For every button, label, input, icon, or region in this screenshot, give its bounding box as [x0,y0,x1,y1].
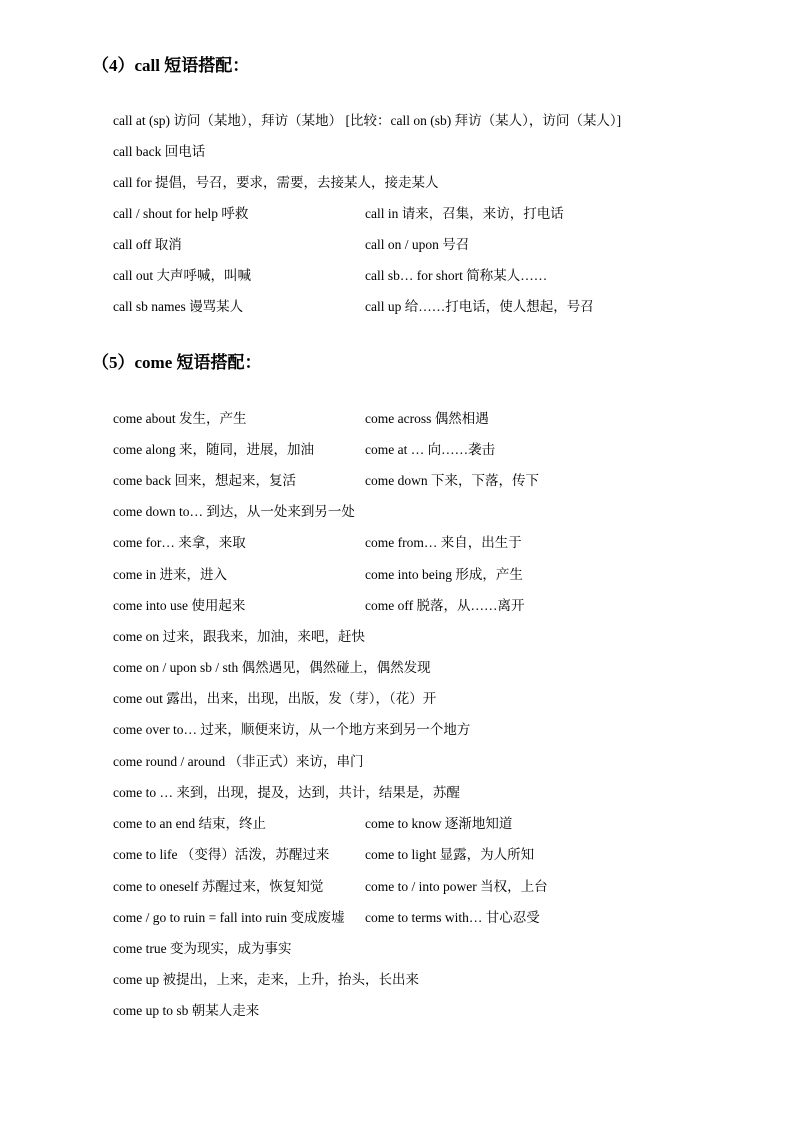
phrase-left: call out 大声呼喊，叫喊 [113,268,251,283]
phrase-left: come in 进来，进入 [113,567,227,582]
phrase-left: come back 回来，想起来，复活 [113,473,296,488]
phrase-right: come to terms with… 甘心忍受 [365,910,540,925]
phrase-left: come to oneself 苏醒过来，恢复知觉 [113,879,324,894]
phrase-line: come true 变为现实，成为事实 [113,941,292,956]
section-heading-call: （4）call 短语搭配： [92,56,250,75]
phrase-line: come on / upon sb / sth 偶然遇见，偶然碰上，偶然发现 [113,660,431,675]
phrase-right: come to know 逐渐地知道 [365,816,513,831]
phrase-right: call on / upon 号召 [365,237,470,252]
phrase-left: come to an end 结束，终止 [113,816,266,831]
phrase-right: call sb… for short 简称某人…… [365,268,548,283]
phrase-right: come to / into power 当权，上台 [365,879,548,894]
phrase-right: call in 请来，召集，来访，打电话 [365,206,564,221]
phrase-line: call back 回电话 [113,144,206,159]
phrase-left: come along 来，随同，进展，加油 [113,442,314,457]
phrase-line: come on 过来，跟我来，加油，来吧，赶快 [113,629,365,644]
phrase-right: come off 脱落，从……离开 [365,598,525,613]
phrase-line: come out 露出，出来，出现，出版，发（芽），（花）开 [113,691,437,706]
section-heading-come: （5）come 短语搭配： [92,353,262,372]
phrase-left: call sb names 谩骂某人 [113,299,244,314]
phrase-line: come up to sb 朝某人走来 [113,1003,260,1018]
phrase-line: come up 被提出，上来，走来，上升，抬头，长出来 [113,972,419,987]
phrase-left: call off 取消 [113,237,182,252]
phrase-line: call at (sp) 访问（某地），拜访（某地） [比较：call on (sb) 拜访（某人），访问（某人）] [113,113,622,128]
phrase-right: come at … 向……袭击 [365,442,496,457]
phrase-right: come into being 形成，产生 [365,567,523,582]
phrase-line: come down to… 到达，从一处来到另一处 [113,504,355,519]
phrase-right: call up 给……打电话，使人想起，号召 [365,299,594,314]
phrase-left: come for… 来拿，来取 [113,535,246,550]
phrase-left: come into use 使用起来 [113,598,246,613]
phrase-line: come round / around （非正式）来访，串门 [113,754,364,769]
phrase-left: come about 发生，产生 [113,411,247,426]
phrase-right: come from… 来自，出生于 [365,535,522,550]
phrase-right: come across 偶然相遇 [365,411,489,426]
phrase-line: come to … 来到，出现，提及，达到，共计，结果是，苏醒 [113,785,460,800]
phrase-right: come down 下来，下落，传下 [365,473,539,488]
phrase-line: call for 提倡，号召，要求，需要，去接某人，接走某人 [113,175,439,190]
phrase-line: come over to… 过来，顺便来访，从一个地方来到另一个地方 [113,722,471,737]
phrase-left: come / go to ruin = fall into ruin 变成废墟 [113,910,345,925]
phrase-right: come to light 显露，为人所知 [365,847,535,862]
phrase-left: come to life （变得）活泼，苏醒过来 [113,847,330,862]
phrase-left: call / shout for help 呼救 [113,206,249,221]
